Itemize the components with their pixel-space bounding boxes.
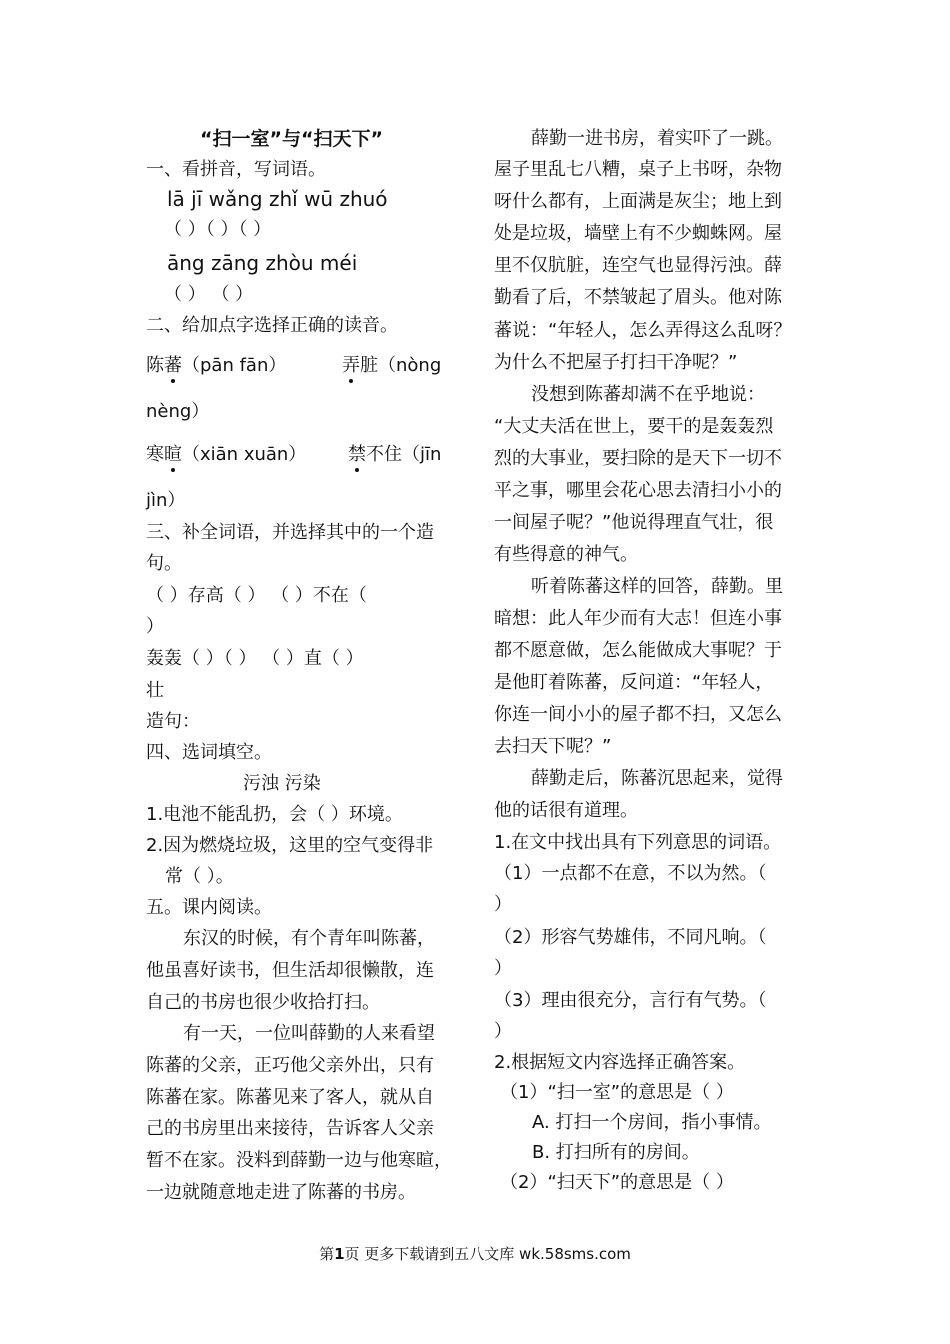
sentence-label: 造句： bbox=[146, 711, 200, 732]
wrapped-text: ） bbox=[494, 894, 512, 915]
item-text: （pān fān） bbox=[182, 355, 287, 376]
paragraph-line: 有些得意的神气。 bbox=[494, 544, 638, 565]
answer-option: B. 打扫所有的房间。 bbox=[532, 1142, 700, 1163]
section-heading: 二、给加点字选择正确的读音。 bbox=[146, 315, 398, 336]
paragraph-line: 暂不在家。没料到薛勤一边与他寒暄， bbox=[146, 1150, 452, 1171]
fill-row: （ ）存高（ ） （ ）不在（ bbox=[146, 585, 367, 606]
paragraph-line: 蕃说：“年轻人，怎么弄得这么乱呀？ bbox=[494, 320, 792, 341]
paragraph-line: 你连一间小小的屋子都不扫，又怎么 bbox=[494, 704, 782, 725]
question-item: （1）“扫一室”的意思是（ ） bbox=[500, 1082, 734, 1103]
item-text: （xiān xuān） bbox=[182, 444, 307, 465]
dotted-char: 禁 bbox=[348, 442, 366, 468]
question-item: 常（ ）。 bbox=[165, 866, 234, 887]
pinyin-row: āng zāng zhòu méi bbox=[167, 251, 358, 275]
dotted-char: 弄 bbox=[342, 353, 360, 379]
wrapped-text: ） bbox=[494, 958, 512, 979]
section-heading: 三、补全词语，并选择其中的一个造 bbox=[146, 522, 434, 543]
wrapped-text: jìn） bbox=[146, 490, 186, 511]
pronunciation-item bbox=[146, 353, 286, 379]
paragraph-line: 烈的大事业，要扫除的是天下一切不 bbox=[494, 448, 782, 469]
section-heading: 五。课内阅读。 bbox=[146, 897, 272, 918]
section-heading: 一、看拼音，写词语。 bbox=[146, 159, 326, 180]
paragraph-line: 处是垃圾，墙壁上有不少蜘蛛网。屋 bbox=[494, 223, 782, 244]
section-heading: 四、选词填空。 bbox=[146, 742, 272, 763]
paragraph-line: 他的话很有道理。 bbox=[494, 800, 638, 821]
paragraph-line: 有一天，一位叫薛勤的人来看望 bbox=[183, 1023, 435, 1044]
word-choices: 污浊 污染 bbox=[243, 773, 321, 794]
page-number: 1 bbox=[334, 1245, 345, 1263]
fill-row: 轰轰（ ）（ ） （ ）直（ ） bbox=[146, 648, 364, 669]
question-item: （2）“扫天下”的意思是（ ） bbox=[500, 1172, 734, 1193]
paragraph-line: 都不愿意做，怎么能做成大事呢？于 bbox=[494, 640, 782, 661]
question-item: （2）形容气势雄伟，不同凡响。（ bbox=[494, 927, 767, 948]
paragraph-line: 东汉的时候，有个青年叫陈蕃， bbox=[183, 928, 435, 949]
answer-blanks: （ ） （ ） bbox=[164, 284, 254, 305]
pronunciation-item bbox=[146, 442, 306, 468]
paragraph-line: 薛勤一进书房，着实吓了一跳。 bbox=[531, 128, 783, 149]
question-item: （3）理由很充分，言行有气势。（ bbox=[494, 990, 767, 1011]
paragraph-line: 自己的书房也很少收拾打扫。 bbox=[146, 992, 380, 1013]
page-footer bbox=[0, 1244, 950, 1264]
wrapped-text: 壮 bbox=[146, 680, 164, 701]
paragraph-line: 没想到陈蕃却满不在乎地说： bbox=[531, 384, 765, 405]
paragraph-line: 里不仅肮脏，连空气也显得污浊。薛 bbox=[494, 255, 782, 276]
dotted-char: 暄 bbox=[164, 442, 182, 468]
pronunciation-item bbox=[342, 353, 441, 379]
answer-blanks: （ ）（ ）（ ） bbox=[164, 219, 272, 240]
paragraph-line: 为什么不把屋子打扫干净呢？” bbox=[494, 352, 738, 373]
question-item: （1）一点都不在意，不以为然。（ bbox=[494, 863, 767, 884]
wrapped-text: ） bbox=[494, 1021, 512, 1042]
paragraph-line: 暗想：此人年少而有大志！但连小事 bbox=[494, 608, 782, 629]
question-item: 2.因为燃烧垃圾，这里的空气变得非 bbox=[146, 835, 434, 856]
paragraph-line: 呀什么都有，上面满是灰尘；地上到 bbox=[494, 191, 782, 212]
pinyin-row: lā jī wǎng zhǐ wū zhuó bbox=[167, 187, 388, 211]
paragraph-line: 薛勤走后，陈蕃沉思起来，觉得 bbox=[531, 768, 783, 789]
item-text: 脏（nòng bbox=[360, 355, 442, 376]
paragraph-line: 屋子里乱七八糟，桌子上书呀，杂物 bbox=[494, 159, 782, 180]
paragraph-line: “大丈夫活在世上，要干的是轰轰烈 bbox=[494, 416, 774, 437]
paragraph-line: 陈蕃的父亲，正巧他父亲外出，只有 bbox=[146, 1055, 434, 1076]
paragraph-line: 听着陈蕃这样的回答，薛勤。里 bbox=[531, 576, 783, 597]
item-text: 寒 bbox=[146, 444, 164, 465]
paragraph-line: 去扫天下呢？” bbox=[494, 736, 612, 757]
section-heading: 句。 bbox=[146, 553, 182, 574]
footer-text: 第 bbox=[319, 1245, 335, 1263]
item-text: 不住（jīn bbox=[366, 444, 442, 465]
paragraph-line: 平之事，哪里会花心思去清扫小小的 bbox=[494, 480, 782, 501]
paragraph-line: 是他盯着陈蕃，反问道：“年轻人， bbox=[494, 672, 774, 693]
wrapped-text: ） bbox=[146, 616, 164, 637]
page-title: “扫一室”与“扫天下” bbox=[200, 128, 383, 150]
question-item: 2.根据短文内容选择正确答案。 bbox=[494, 1052, 746, 1073]
wrapped-text: nèng） bbox=[146, 401, 210, 422]
paragraph-line: 一边就随意地走进了陈蕃的书房。 bbox=[146, 1182, 416, 1203]
answer-option: A. 打扫一个房间，指小事情。 bbox=[532, 1112, 772, 1133]
paragraph-line: 陈蕃在家。陈蕃见来了客人，就从自 bbox=[146, 1087, 434, 1108]
paragraph-line: 己的书房里出来接待，告诉客人父亲 bbox=[146, 1118, 434, 1139]
item-text: 陈 bbox=[146, 355, 164, 376]
question-item: 1.电池不能乱扔，会（ ）环境。 bbox=[146, 804, 403, 825]
dotted-char: 蕃 bbox=[164, 353, 182, 379]
footer-text: 页 更多下载请到五八文库 wk.58sms.com bbox=[344, 1245, 631, 1263]
paragraph-line: 一间屋子呢？”他说得理直气壮，很 bbox=[494, 512, 774, 533]
paragraph-line: 勤看了后，不禁皱起了眉头。他对陈 bbox=[494, 287, 782, 308]
paragraph-line: 他虽喜好读书，但生活却很懒散，连 bbox=[146, 960, 434, 981]
pronunciation-item bbox=[348, 442, 441, 468]
question-item: 1.在文中找出具有下列意思的词语。 bbox=[494, 832, 782, 853]
